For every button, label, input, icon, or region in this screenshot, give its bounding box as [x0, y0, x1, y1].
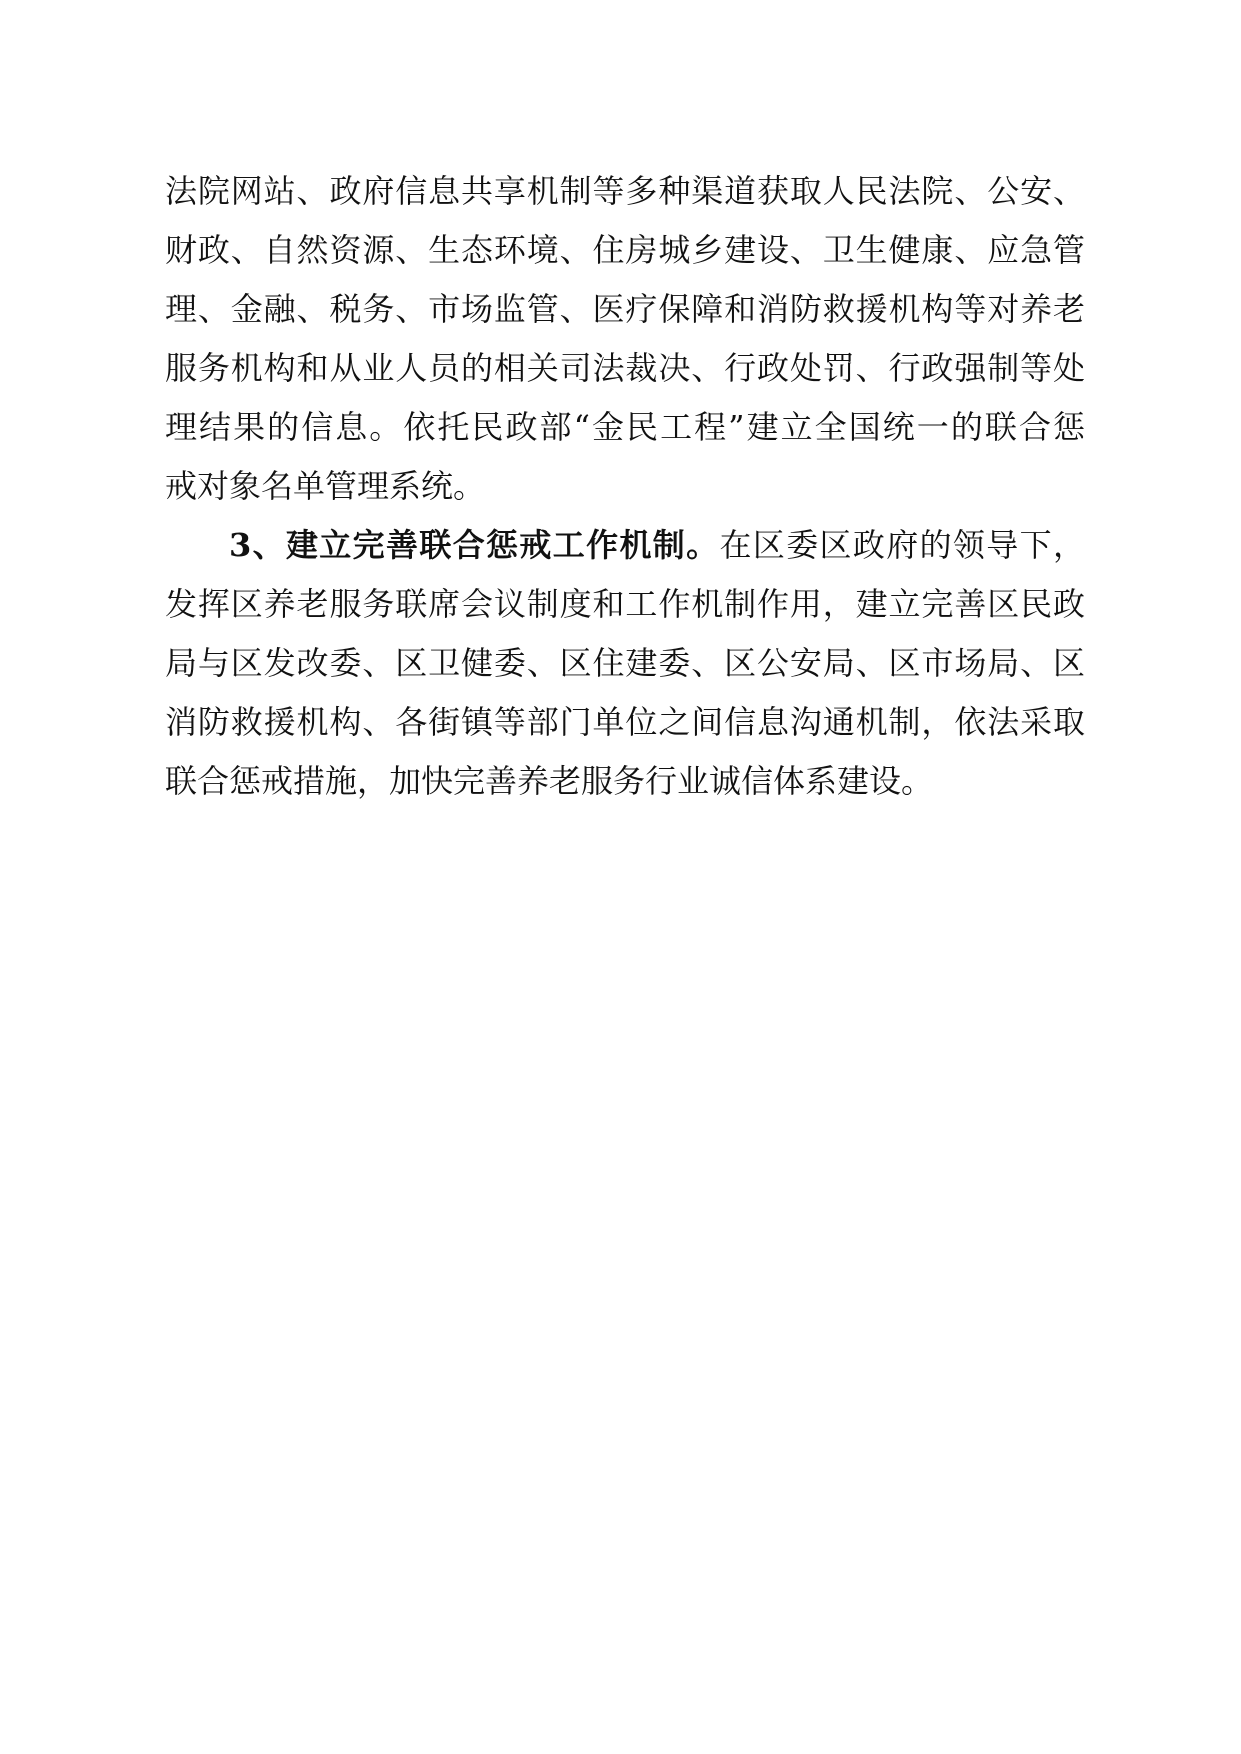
text-line: 局与区发改委、区卫健委、区住建委、区公安局、区市场局、区: [165, 644, 1085, 682]
heading-continuation: 在区委区政府的领导下，: [719, 526, 1085, 564]
section-heading: 3、建立完善联合惩戒工作机制。: [229, 526, 720, 564]
paragraph-credit-info-sources: [165, 162, 1085, 516]
text-line: 联合惩戒措施，加快完善养老服务行业诚信体系建设。: [165, 762, 934, 800]
text-line: 消防救援机构、各街镇等部门单位之间信息沟通机制，依法采取: [165, 703, 1085, 741]
text-line: 法院网站、政府信息共享机制等多种渠道获取人民法院、公安、: [165, 172, 1085, 210]
paragraph-first-line: [165, 516, 1085, 575]
text-line: 财政、自然资源、生态环境、住房城乡建设、卫生健康、应急管: [165, 231, 1085, 269]
text-line: 理结果的信息。依托民政部“金民工程”建立全国统一的联合惩: [165, 408, 1085, 446]
text-line: 发挥区养老服务联席会议制度和工作机制作用，建立完善区民政: [165, 585, 1085, 623]
text-line: 戒对象名单管理系统。: [165, 467, 486, 505]
text-line: 服务机构和从业人员的相关司法裁决、行政处罚、行政强制等处: [165, 349, 1085, 387]
document-body: [165, 162, 1085, 811]
paragraph-joint-punishment-mechanism: [165, 516, 1085, 811]
text-line: 理、金融、税务、市场监管、医疗保障和消防救援机构等对养老: [165, 290, 1085, 328]
